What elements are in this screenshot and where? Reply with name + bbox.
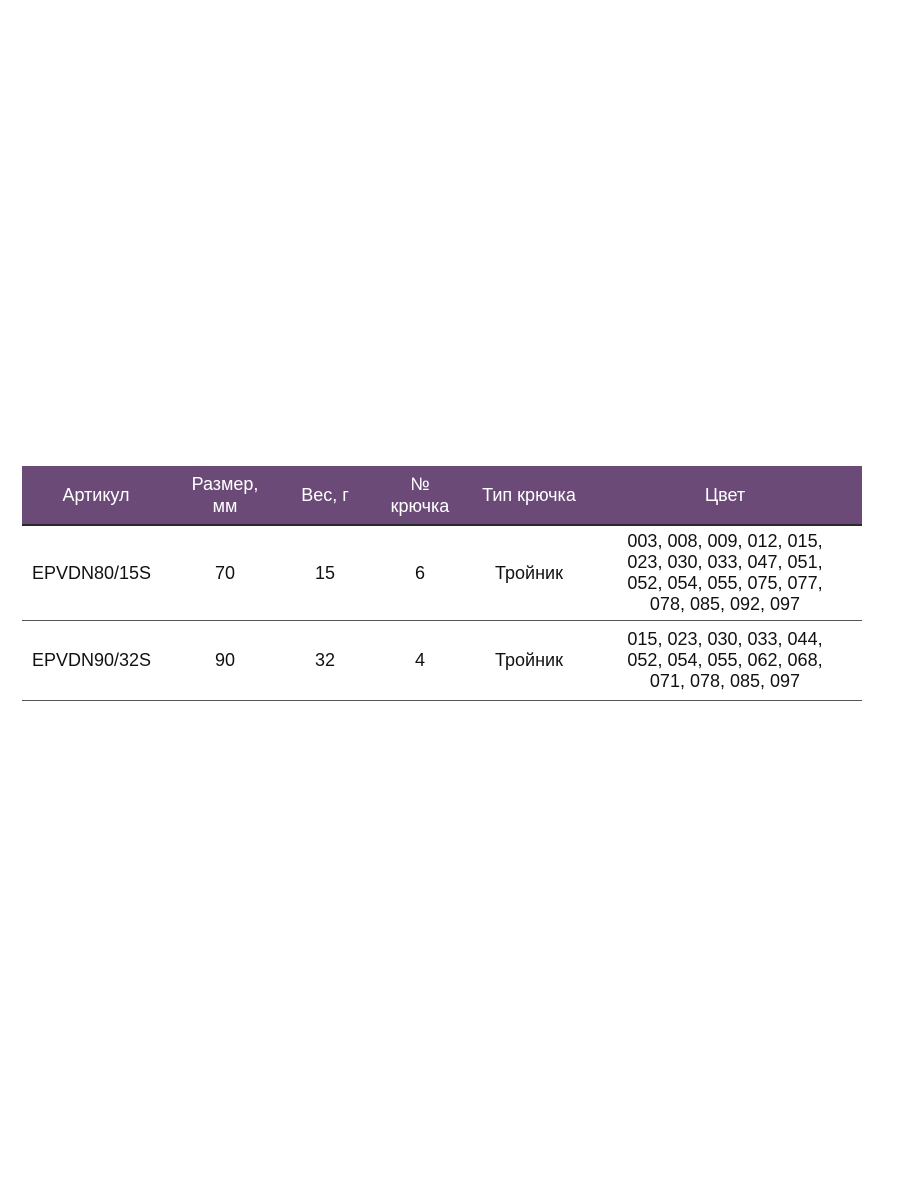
cell-hook-type: Тройник [470, 525, 588, 621]
cell-size: 70 [170, 525, 280, 621]
cell-hook-number: 4 [370, 621, 470, 701]
header-row [22, 466, 862, 525]
cell-article: EPVDN90/32S [22, 621, 170, 701]
header-size [170, 466, 280, 525]
cell-hook-type: Тройник [470, 621, 588, 701]
header-size-line-2: мм [212, 496, 238, 516]
table-header [22, 466, 862, 525]
product-spec-table [22, 466, 862, 701]
cell-weight: 32 [280, 621, 370, 701]
table-body [22, 525, 862, 701]
header-colors: Цвет [588, 466, 862, 525]
cell-colors [588, 525, 862, 621]
colors-line: 052, 054, 055, 075, 077, [627, 573, 823, 593]
colors-line: 052, 054, 055, 062, 068, [627, 650, 823, 670]
colors-line: 071, 078, 085, 097 [649, 671, 801, 691]
cell-size: 90 [170, 621, 280, 701]
colors-line: 078, 085, 092, 097 [649, 594, 801, 614]
cell-colors [588, 621, 862, 701]
colors-line: 003, 008, 009, 012, 015, [627, 531, 823, 551]
header-weight: Вес, г [280, 466, 370, 525]
header-article: Артикул [22, 466, 170, 525]
header-hook-number [370, 466, 470, 525]
cell-hook-number: 6 [370, 525, 470, 621]
header-hook-number-line-1: № [410, 474, 430, 494]
table-row [22, 525, 862, 621]
colors-line: 015, 023, 030, 033, 044, [627, 629, 823, 649]
cell-weight: 15 [280, 525, 370, 621]
cell-article: EPVDN80/15S [22, 525, 170, 621]
table-row [22, 621, 862, 701]
header-hook-number-line-2: крючка [390, 496, 450, 516]
header-hook-type: Тип крючка [470, 466, 588, 525]
header-size-line-1: Размер, [191, 474, 259, 494]
colors-line: 023, 030, 033, 047, 051, [627, 552, 823, 572]
